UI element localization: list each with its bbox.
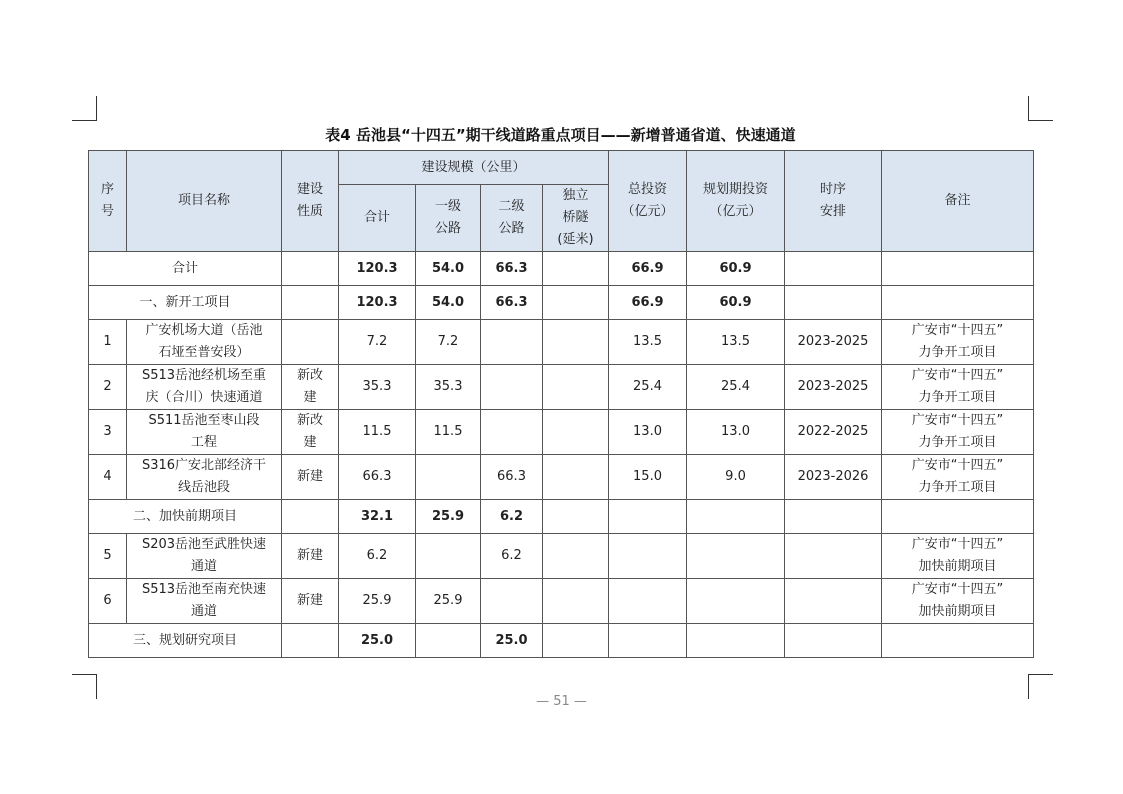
table-row: 1 广安机场大道（岳池 石垭至普安段） 7.2 7.2 13.5 13.5 2023-2025 广安市“十四五” 力争开工项目 xyxy=(89,320,1034,365)
section-row: 三、规划研究项目 25.0 25.0 xyxy=(89,624,1034,658)
table-row: 6 S513岳池至南充快速 通道 新建 25.9 25.9 广安市“十四五” 加快前期项目 xyxy=(89,579,1034,624)
project-name: S203岳池至武胜快速 通道 xyxy=(127,534,282,579)
header-name: 项目名称 xyxy=(127,151,282,252)
header-nature: 建设 性质 xyxy=(282,151,339,252)
project-name: S511岳池至枣山段 工程 xyxy=(127,410,282,455)
table-row: 3 S511岳池至枣山段 工程 新改 建 11.5 11.5 13.0 13.0 2022-2025 广安市“十四五” 力争开工项目 xyxy=(89,410,1034,455)
section-row: 一、新开工项目 120.3 54.0 66.3 66.9 60.9 xyxy=(89,286,1034,320)
header-remark: 备注 xyxy=(882,151,1034,252)
header-schedule: 时序 安排 xyxy=(785,151,882,252)
table-title: 表4 岳池县“十四五”期干线道路重点项目——新增普通省道、快速通道 xyxy=(325,126,796,144)
header-plan-invest: 规划期投资 （亿元） xyxy=(687,151,785,252)
header-grade2: 二级 公路 xyxy=(481,185,543,252)
section-label: 三、规划研究项目 xyxy=(89,624,282,658)
project-name: S316广安北部经济干 线岳池段 xyxy=(127,455,282,500)
table-row: 2 S513岳池经机场至重 庆（合川）快速通道 新改 建 35.3 35.3 25.4 25.4 2023-2025 广安市“十四五” 力争开工项目 xyxy=(89,365,1034,410)
header-scale-group: 建设规模（公里） xyxy=(339,151,609,185)
crop-mark-top-left xyxy=(72,96,97,121)
summary-label: 合计 xyxy=(89,252,282,286)
section-label: 二、加快前期项目 xyxy=(89,500,282,534)
header-bridge: 独立 桥隧 (延米) xyxy=(543,185,609,252)
header-invest: 总投资 （亿元） xyxy=(609,151,687,252)
summary-row: 合计 120.3 54.0 66.3 66.9 60.9 xyxy=(89,252,1034,286)
table-header xyxy=(89,151,1034,252)
table-row: 5 S203岳池至武胜快速 通道 新建 6.2 6.2 广安市“十四五” 加快前期项目 xyxy=(89,534,1034,579)
crop-mark-top-right xyxy=(1028,96,1053,121)
page-number: — 51 — xyxy=(536,694,587,709)
section-row: 二、加快前期项目 32.1 25.9 6.2 xyxy=(89,500,1034,534)
section-label: 一、新开工项目 xyxy=(89,286,282,320)
table-row: 4 S316广安北部经济干 线岳池段 新建 66.3 66.3 15.0 9.0 2023-2026 广安市“十四五” 力争开工项目 xyxy=(89,455,1034,500)
header-grade1: 一级 公路 xyxy=(416,185,481,252)
header-seq: 序 号 xyxy=(89,151,127,252)
project-name: S513岳池经机场至重 庆（合川）快速通道 xyxy=(127,365,282,410)
header-total: 合计 xyxy=(339,185,416,252)
projects-table xyxy=(88,150,1034,658)
project-name: S513岳池至南充快速 通道 xyxy=(127,579,282,624)
project-name: 广安机场大道（岳池 石垭至普安段） xyxy=(127,320,282,365)
